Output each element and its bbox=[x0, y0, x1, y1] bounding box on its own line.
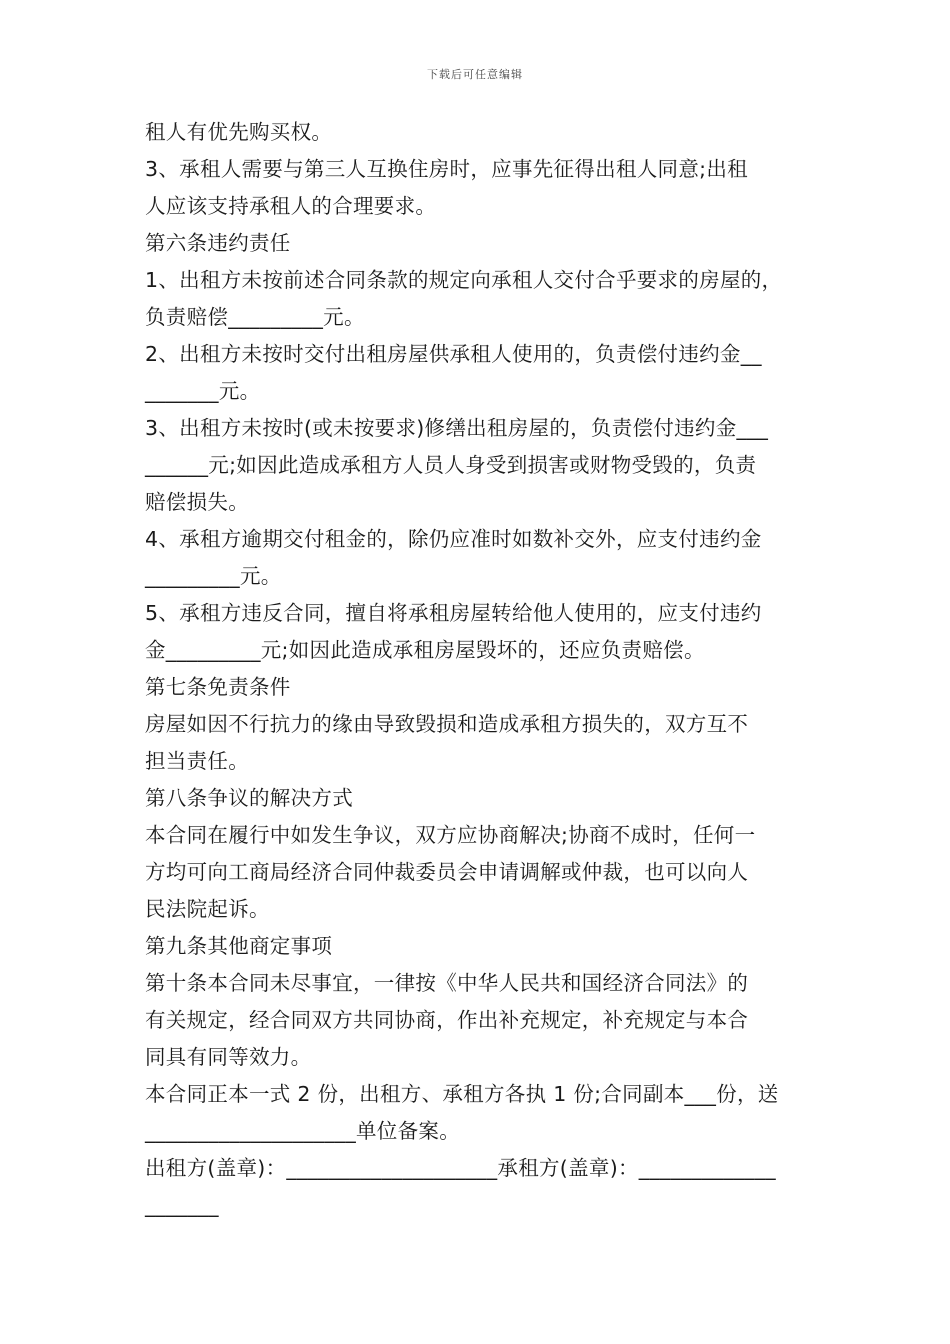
text-line: 租人有优先购买权。 bbox=[145, 120, 333, 144]
text-line: 同具有同等效力。 bbox=[145, 1045, 312, 1069]
text-line: 赔偿损失。 bbox=[145, 490, 249, 514]
text-line: 本合同正本一式 2 份，出租方、承租方各执 1 份;合同副本___份，送 bbox=[145, 1082, 779, 1106]
text-line: 5、承租方违反合同，擅自将承租房屋转给他人使用的，应支付违约 bbox=[145, 601, 762, 625]
text-line: _______元。 bbox=[145, 379, 261, 403]
signature-line: _______ bbox=[145, 1193, 219, 1217]
text-line: 本合同在履行中如发生争议，双方应协商解决;协商不成时，任何一 bbox=[145, 823, 756, 847]
text-line: 有关规定，经合同双方共同协商，作出补充规定，补充规定与本合 bbox=[145, 1008, 749, 1032]
text-line: ______元;如因此造成承租方人员人身受到损害或财物受毁的，负责 bbox=[145, 453, 757, 477]
section-heading: 第六条违约责任 bbox=[145, 231, 291, 255]
text-line: 担当责任。 bbox=[145, 749, 249, 773]
text-line: 3、承租人需要与第三人互换住房时，应事先征得出租人同意;出租 bbox=[145, 157, 748, 181]
text-line: 2、出租方未按时交付出租房屋供承租人使用的，负责偿付违约金__ bbox=[145, 342, 762, 366]
text-line: 1、出租方未按前述合同条款的规定向承租人交付合乎要求的房屋的， bbox=[145, 268, 783, 292]
text-line: ____________________单位备案。 bbox=[145, 1119, 460, 1143]
text-line: 第十条本合同未尽事宜，一律按《中华人民共和国经济合同法》的 bbox=[145, 971, 749, 995]
text-line: 房屋如因不行抗力的缘由导致毁损和造成承租方损失的，双方互不 bbox=[145, 712, 749, 736]
text-line: 3、出租方未按时(或未按要求)修缮出租房屋的，负责偿付违约金___ bbox=[145, 416, 769, 440]
text-line: 方均可向工商局经济合同仲裁委员会申请调解或仲裁，也可以向人 bbox=[145, 860, 749, 884]
text-line: 金_________元;如因此造成承租房屋毁坏的，还应负责赔偿。 bbox=[145, 638, 705, 662]
text-line: 人应该支持承租人的合理要求。 bbox=[145, 194, 437, 218]
section-heading: 第八条争议的解决方式 bbox=[145, 786, 353, 810]
text-line: 4、承租方逾期交付租金的，除仍应准时如数补交外，应支付违约金 bbox=[145, 527, 762, 551]
section-heading: 第九条其他商定事项 bbox=[145, 934, 333, 958]
document-body bbox=[145, 114, 817, 1224]
text-line: _________元。 bbox=[145, 564, 282, 588]
signature-line: 出租方(盖章)：____________________承租方(盖章)：_____________ bbox=[145, 1156, 776, 1180]
text-line: 民法院起诉。 bbox=[145, 897, 270, 921]
section-heading: 第七条免责条件 bbox=[145, 675, 291, 699]
page-header: 下载后可任意编辑 bbox=[427, 68, 523, 81]
text-line: 负责赔偿_________元。 bbox=[145, 305, 365, 329]
